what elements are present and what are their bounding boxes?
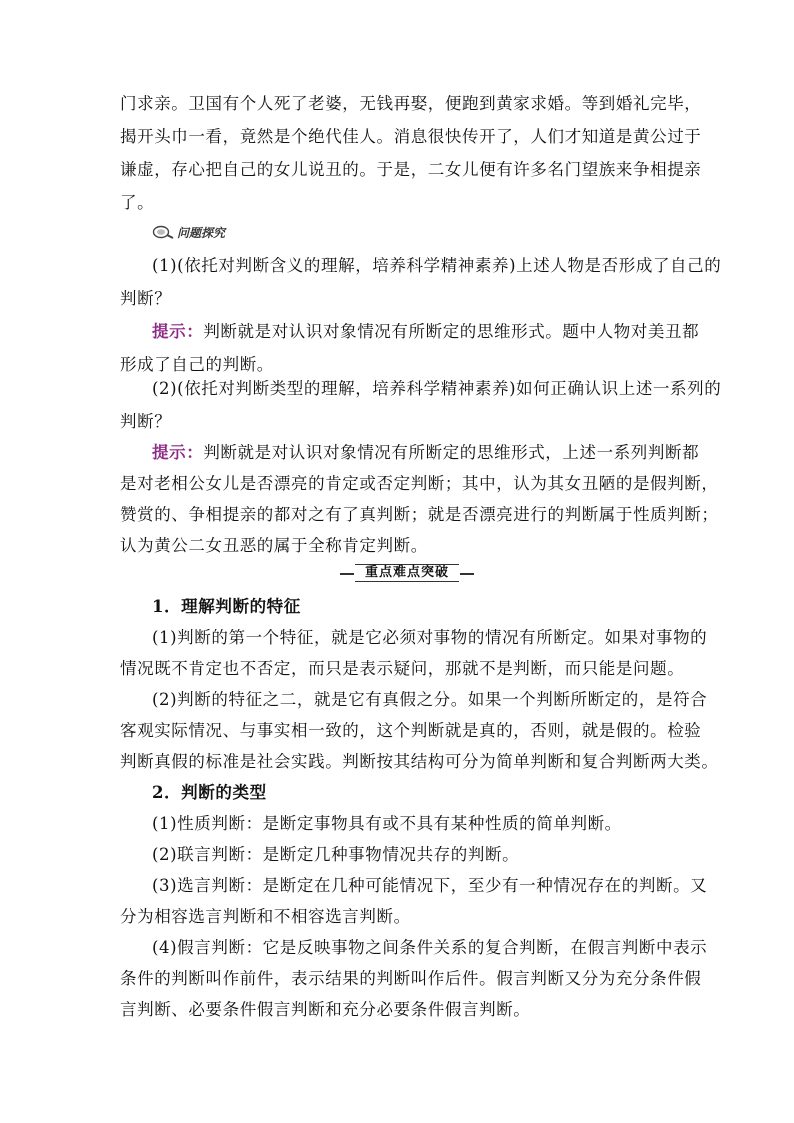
answer-text: 判断就是对认识对象情况有所断定的思维形式，上述一系列判断都 (203, 443, 700, 462)
section-heading: 2．判断的类型 (152, 783, 267, 802)
hint-label: 提示： (152, 443, 204, 462)
answer-line: 形成了自己的判断。 (120, 355, 274, 374)
paragraph-line: 客观实际情况、与事实相一致的，这个判断就是真的，否则，就是假的。检验 (120, 721, 702, 740)
paragraph-line: 判断真假的标准是社会实践。判断按其结构可分为简单判断和复合判断两大类。 (120, 752, 719, 771)
paragraph-line: (1)性质判断：是断定事物具有或不具有某种性质的简单判断。 (152, 814, 622, 833)
answer-line: 赞赏的、争相提亲的都对之有了真判断；就是否漂亮进行的判断属于性质判断； (120, 505, 719, 524)
answer-line (0, 319, 794, 345)
paragraph-line: (2)判断的特征之二，就是它有真假之分。如果一个判断所断定的，是符合 (152, 690, 708, 709)
banner-rule (460, 573, 474, 575)
paragraph-line: 言判断、必要条件假言判断和充分必要条件假言判断。 (120, 1000, 531, 1019)
paragraph-line: 情况既不肯定也不否定，而只是表示疑问，那就不是判断，而只能是问题。 (120, 659, 685, 678)
section-title: 重点难点突破 (355, 564, 459, 582)
question-line: (1)(依托对判断含义的理解，培养科学精神素养)上述人物是否形成了自己的 (152, 256, 722, 275)
paragraph-line: (4)假言判断：它是反映事物之间条件关系的复合判断，在假言判断中表示 (152, 938, 708, 957)
explore-badge (152, 222, 225, 242)
answer-line (0, 440, 794, 466)
passage-line: 了。 (120, 193, 155, 212)
section-heading: 1．理解判断的特征 (152, 597, 301, 616)
paragraph-line: (3)选言判断：是断定在几种可能情况下，至少有一种情况存在的判断。又 (152, 876, 708, 895)
question-line: 判断？ (120, 289, 172, 308)
question-line: (2)(依托对判断类型的理解，培养科学精神素养)如何正确认识上述一系列的 (152, 379, 722, 398)
answer-line: 认为黄公二女丑恶的属于全称肯定判断。 (120, 536, 428, 555)
paragraph-line: (1)判断的第一个特征，就是它必须对事物的情况有所断定。如果对事物的 (152, 628, 708, 647)
magnifier-icon (152, 224, 174, 240)
section-banner (340, 564, 474, 582)
hint-label: 提示： (152, 322, 204, 341)
paragraph-line: 分为相容选言判断和不相容选言判断。 (120, 907, 411, 926)
passage-line: 谦虚，存心把自己的女儿说丑的。于是，二女儿便有许多名门望族来争相提亲 (120, 160, 702, 179)
explore-badge-label: 问题探究 (177, 225, 226, 240)
paragraph-line: (2)联言判断：是断定几种事物情况共存的判断。 (152, 845, 520, 864)
paragraph-line: 条件的判断叫作前件，表示结果的判断叫作后件。假言判断又分为充分条件假 (120, 969, 702, 988)
question-line: 判断？ (120, 412, 172, 431)
passage-line: 揭开头巾一看，竟然是个绝代佳人。消息很快传开了，人们才知道是黄公过于 (120, 127, 702, 146)
answer-text: 判断就是对认识对象情况有所断定的思维形式。题中人物对美丑都 (203, 322, 700, 341)
passage-line: 门求亲。卫国有个人死了老婆，无钱再娶，便跑到黄家求婚。等到婚礼完毕， (120, 94, 702, 113)
answer-line: 是对老相公女儿是否漂亮的肯定或否定判断；其中，认为其女丑陋的是假判断， (120, 474, 719, 493)
banner-rule (340, 573, 354, 575)
